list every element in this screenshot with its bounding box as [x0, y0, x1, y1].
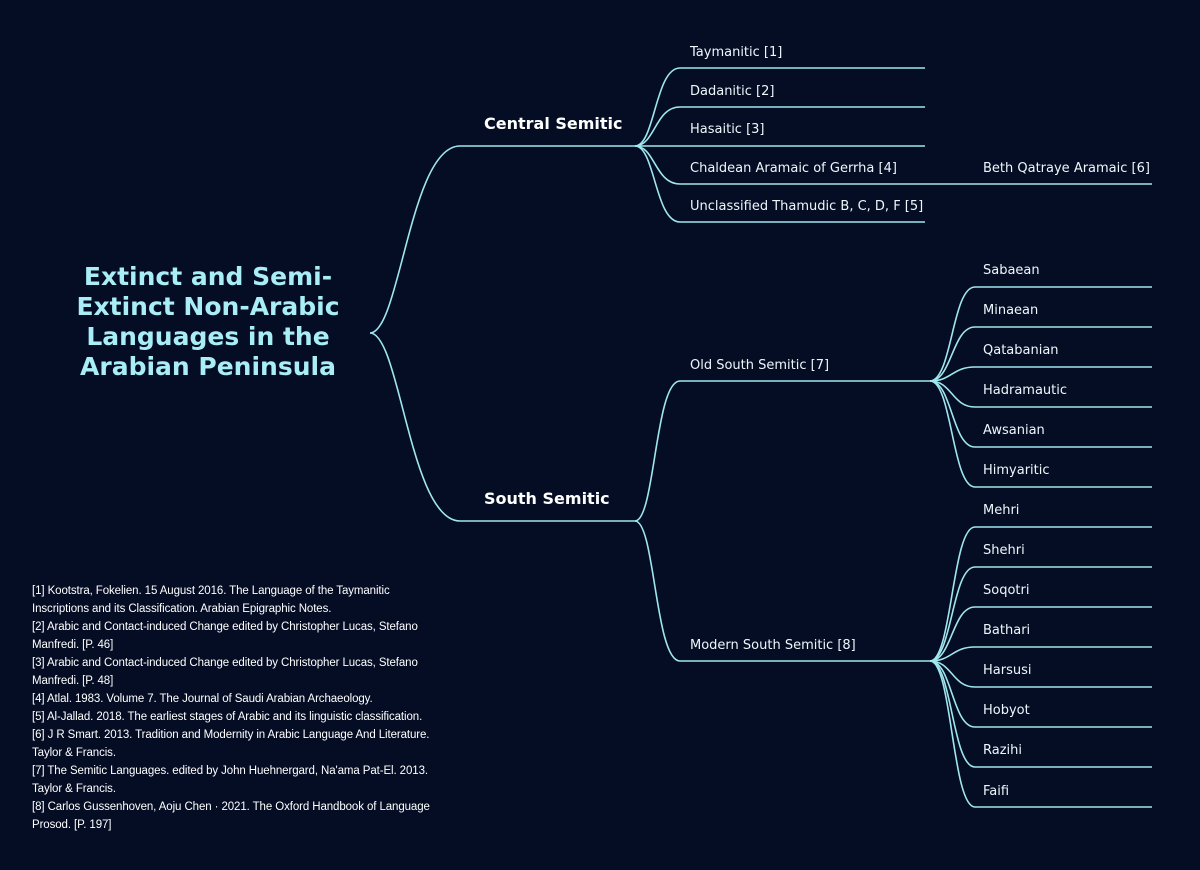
node-hadramautic: Hadramautic — [983, 383, 1068, 398]
reference-item: [8] Carlos Gussenhoven, Aoju Chen · 2021. The Oxford Handbook of Language Prosod. [P. 197] — [32, 801, 430, 831]
reference-item: [5] Al-Jallad. 2018. The earliest stages of Arabic and its linguistic classification. — [32, 711, 423, 723]
node-mehri: Mehri — [983, 503, 1020, 518]
node-faifi: Faifi — [983, 784, 1010, 799]
reference-item: [1] Kootstra, Fokelien. 15 August 2016. The Language of the Taymanitic Inscriptions and its Classification. Arabian Epigraphic Notes. — [32, 585, 390, 615]
connector-old-south — [635, 381, 930, 521]
root-title: Extinct and Semi-Extinct Non-Arabic Languages in the Arabian Peninsula — [76, 262, 340, 381]
node-minaean: Minaean — [983, 303, 1039, 318]
connector-root-central — [370, 146, 635, 333]
reference-item: [3] Arabic and Contact-induced Change edited by Christopher Lucas, Stefano Manfredi. [P. 48] — [32, 657, 418, 687]
reference-item: [6] J R Smart. 2013. Tradition and Modernity in Arabic Language And Literature. Taylor & Francis. — [32, 729, 430, 759]
connector-faifi — [930, 661, 1152, 807]
connector-qatabanian — [930, 367, 1152, 381]
node-central-semitic: Central Semitic — [484, 114, 623, 133]
references-list — [32, 582, 442, 834]
node-razihi: Razihi — [983, 743, 1022, 758]
node-hobyot: Hobyot — [983, 703, 1030, 718]
node-shehri: Shehri — [983, 543, 1025, 558]
node-south-semitic: South Semitic — [484, 489, 610, 508]
connector-bathari — [930, 647, 1152, 661]
node-himyaritic: Himyaritic — [983, 463, 1050, 478]
node-sabaean: Sabaean — [983, 263, 1040, 278]
node-bathari: Bathari — [983, 623, 1031, 638]
node-soqotri: Soqotri — [983, 583, 1030, 598]
connector-harsusi — [930, 661, 1152, 687]
connector-dadanitic — [635, 107, 925, 146]
node-thamudic: Unclassified Thamudic B, C, D, F [5] — [690, 199, 924, 214]
node-chaldean-aramaic: Chaldean Aramaic of Gerrha [4] — [690, 161, 897, 176]
connector-soqotri — [930, 607, 1152, 661]
reference-item: [4] Atlal. 1983. Volume 7. The Journal of Saudi Arabian Archaeology. — [32, 693, 373, 705]
node-hasaitic: Hasaitic [3] — [690, 122, 765, 137]
node-harsusi: Harsusi — [983, 663, 1032, 678]
reference-item: [2] Arabic and Contact-induced Change edited by Christopher Lucas, Stefano Manfredi. [P. 46] — [32, 621, 418, 651]
node-dadanitic: Dadanitic [2] — [690, 84, 775, 99]
node-awsanian: Awsanian — [983, 423, 1045, 438]
connector-hobyot — [930, 661, 1152, 727]
node-modern-south-semitic: Modern South Semitic [8] — [690, 638, 856, 653]
node-taymanitic: Taymanitic [1] — [690, 45, 783, 60]
node-old-south-semitic: Old South Semitic [7] — [690, 358, 830, 373]
reference-item: [7] The Semitic Languages. edited by John Huehnergard, Na'ama Pat-El. 2013. Taylor & Francis. — [32, 765, 428, 795]
connector-razihi — [930, 661, 1152, 767]
connector-mehri — [930, 527, 1152, 661]
node-qatabanian: Qatabanian — [983, 343, 1059, 358]
node-beth-qatraye-aramaic: Beth Qatraye Aramaic [6] — [983, 161, 1150, 176]
